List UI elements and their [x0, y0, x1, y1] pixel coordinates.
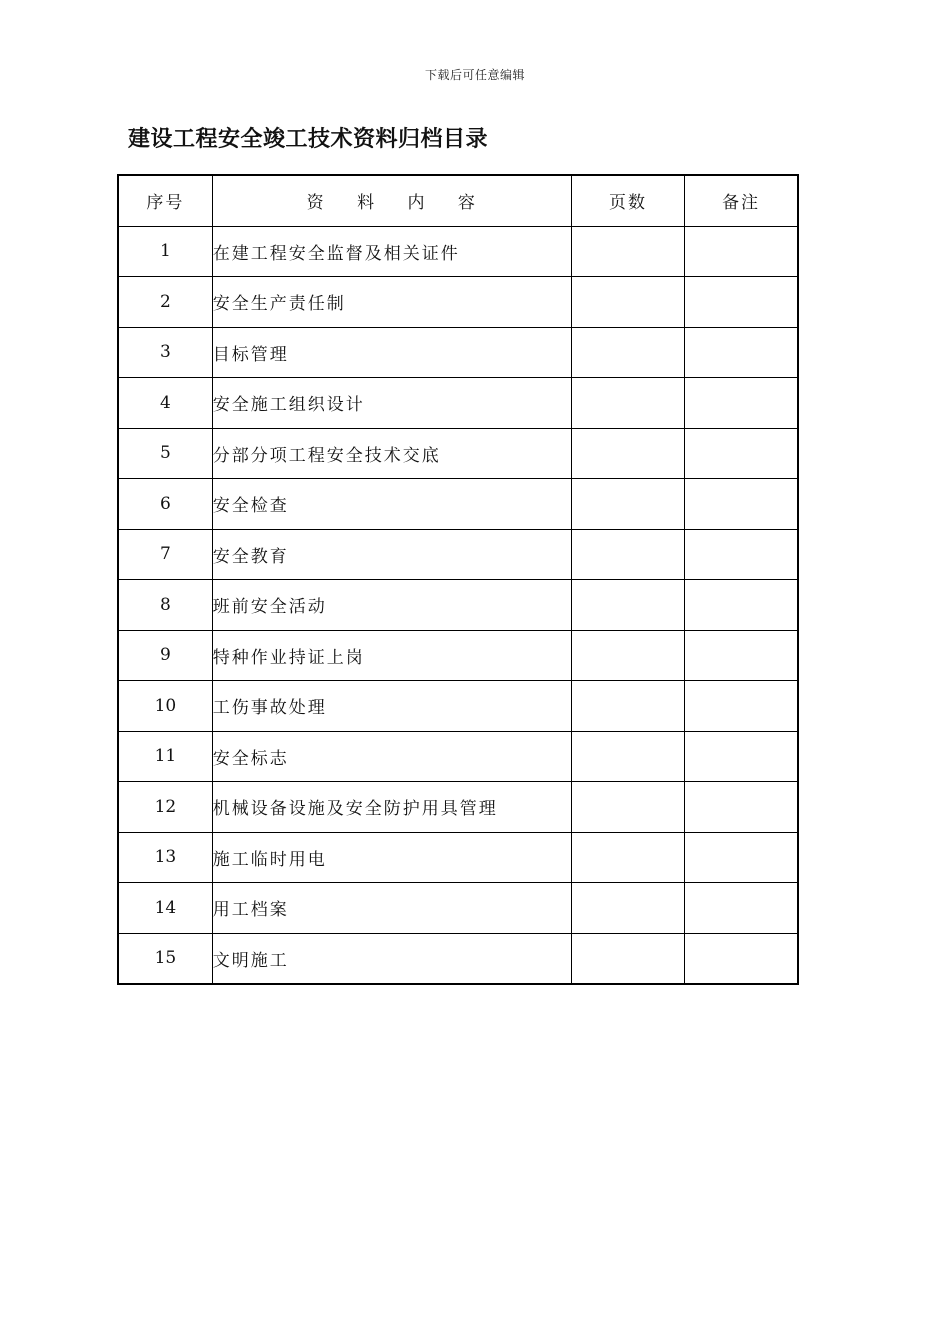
row-number: 14	[118, 883, 212, 934]
row-remark[interactable]	[685, 681, 798, 732]
row-pages[interactable]	[571, 681, 684, 732]
row-remark[interactable]	[685, 277, 798, 328]
row-pages[interactable]	[571, 630, 684, 681]
table-row	[118, 428, 798, 479]
row-number: 10	[118, 681, 212, 732]
row-content: 安全生产责任制	[212, 277, 571, 328]
row-remark[interactable]	[685, 580, 798, 631]
row-number: 2	[118, 277, 212, 328]
row-pages[interactable]	[571, 883, 684, 934]
row-number: 8	[118, 580, 212, 631]
row-pages[interactable]	[571, 832, 684, 883]
table-header-row	[118, 175, 798, 226]
row-remark[interactable]	[685, 529, 798, 580]
table-row	[118, 378, 798, 429]
table-row	[118, 782, 798, 833]
column-header-no: 序号	[118, 175, 212, 226]
table-row	[118, 277, 798, 328]
row-number: 1	[118, 226, 212, 277]
row-pages[interactable]	[571, 479, 684, 530]
row-number: 13	[118, 832, 212, 883]
row-content: 安全施工组织设计	[212, 378, 571, 429]
table-row	[118, 681, 798, 732]
row-content: 安全标志	[212, 731, 571, 782]
row-remark[interactable]	[685, 428, 798, 479]
row-content: 文明施工	[212, 933, 571, 984]
table-row	[118, 529, 798, 580]
row-remark[interactable]	[685, 378, 798, 429]
row-pages[interactable]	[571, 731, 684, 782]
row-content: 班前安全活动	[212, 580, 571, 631]
row-remark[interactable]	[685, 226, 798, 277]
row-remark[interactable]	[685, 883, 798, 934]
document-title: 建设工程安全竣工技术资料归档目录	[128, 127, 489, 152]
row-number: 6	[118, 479, 212, 530]
row-number: 9	[118, 630, 212, 681]
row-remark[interactable]	[685, 327, 798, 378]
row-remark[interactable]	[685, 731, 798, 782]
row-remark[interactable]	[685, 933, 798, 984]
table-row	[118, 327, 798, 378]
row-number: 3	[118, 327, 212, 378]
row-pages[interactable]	[571, 226, 684, 277]
row-content: 工伤事故处理	[212, 681, 571, 732]
row-pages[interactable]	[571, 428, 684, 479]
row-content: 用工档案	[212, 883, 571, 934]
row-remark[interactable]	[685, 479, 798, 530]
row-content: 目标管理	[212, 327, 571, 378]
row-number: 5	[118, 428, 212, 479]
row-remark[interactable]	[685, 782, 798, 833]
page-header-note: 下载后可任意编辑	[424, 68, 525, 82]
row-pages[interactable]	[571, 580, 684, 631]
table-row	[118, 933, 798, 984]
row-content: 施工临时用电	[212, 832, 571, 883]
row-content: 安全教育	[212, 529, 571, 580]
row-content: 特种作业持证上岗	[212, 630, 571, 681]
table-row	[118, 226, 798, 277]
row-content: 分部分项工程安全技术交底	[212, 428, 571, 479]
row-pages[interactable]	[571, 327, 684, 378]
row-remark[interactable]	[685, 630, 798, 681]
table-row	[118, 883, 798, 934]
row-pages[interactable]	[571, 529, 684, 580]
column-header-pages: 页数	[571, 175, 684, 226]
table-row	[118, 580, 798, 631]
column-header-remark: 备注	[685, 175, 798, 226]
row-number: 4	[118, 378, 212, 429]
row-pages[interactable]	[571, 277, 684, 328]
row-pages[interactable]	[571, 933, 684, 984]
table-row	[118, 832, 798, 883]
archive-catalog-table	[117, 174, 799, 985]
row-number: 11	[118, 731, 212, 782]
column-header-content: 资 料 内 容	[212, 175, 571, 226]
row-content: 在建工程安全监督及相关证件	[212, 226, 571, 277]
table-row	[118, 479, 798, 530]
row-pages[interactable]	[571, 782, 684, 833]
table-row	[118, 731, 798, 782]
row-number: 15	[118, 933, 212, 984]
row-pages[interactable]	[571, 378, 684, 429]
table-body	[118, 226, 798, 984]
row-content: 机械设备设施及安全防护用具管理	[212, 782, 571, 833]
row-number: 7	[118, 529, 212, 580]
row-remark[interactable]	[685, 832, 798, 883]
table-row	[118, 630, 798, 681]
row-content: 安全检查	[212, 479, 571, 530]
row-number: 12	[118, 782, 212, 833]
